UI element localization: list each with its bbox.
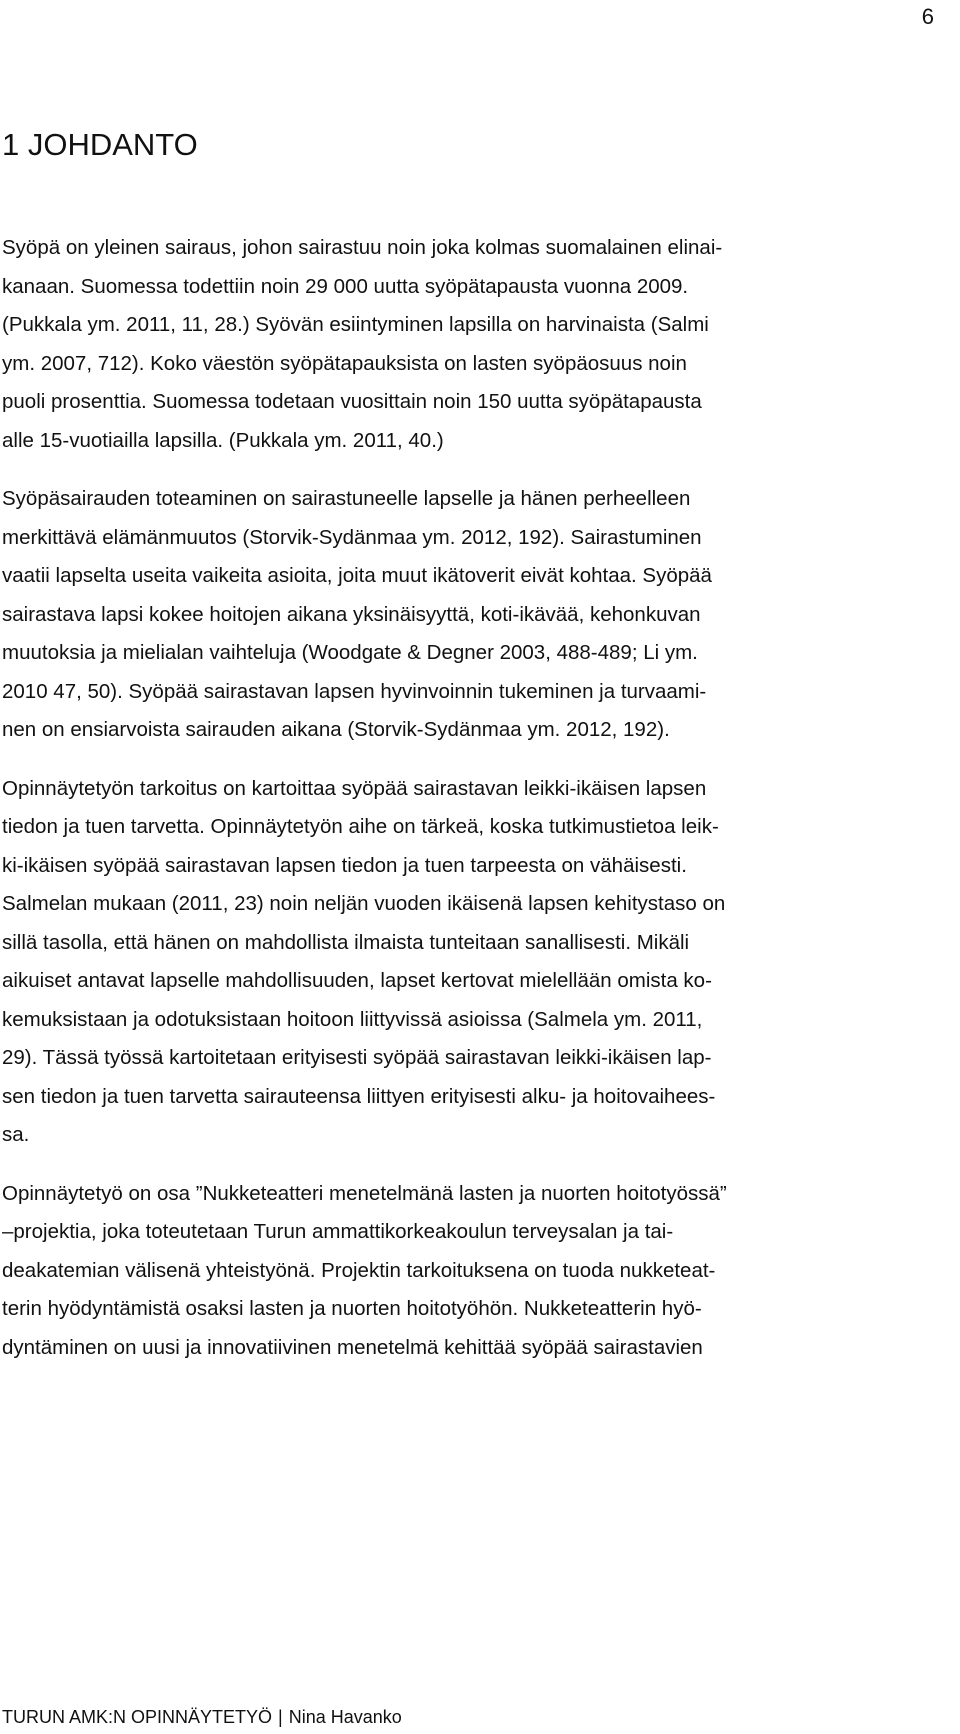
chapter-heading: 1 JOHDANTO <box>2 127 198 162</box>
text-line: (Pukkala ym. 2011, 11, 28.) Syövän esiintyminen lapsilla on harvinaista (Salmi <box>2 313 709 336</box>
text-line: aikuiset antavat lapselle mahdollisuuden, lapset kertovat mielellään omista ko- <box>2 969 712 992</box>
text-line: 29). Tässä työssä kartoitetaan erityisesti syöpää sairastavan leikki-ikäisen lap- <box>2 1046 712 1069</box>
text-line: Opinnäytetyö on osa ”Nukketeatteri menetelmänä lasten ja nuorten hoitotyössä” <box>2 1181 727 1205</box>
text-line: ki-ikäisen syöpää sairastavan lapsen tiedon ja tuen tarpeesta on vähäisesti. <box>2 853 687 877</box>
text-line: dyntäminen on uusi ja innovatiivinen menetelmä kehittää syöpää sairastavien <box>2 1335 703 1359</box>
paragraph-2 <box>2 480 866 750</box>
body-text <box>2 229 866 1387</box>
footer-separator: | <box>278 1707 283 1727</box>
text-line: terin hyödyntämistä osaksi lasten ja nuorten hoitotyöhön. Nukketeatterin hyö- <box>2 1297 702 1320</box>
footer-author: Nina Havanko <box>288 1707 402 1727</box>
text-line: 2010 47, 50). Syöpää sairastavan lapsen hyvinvoinnin tukeminen ja turvaami- <box>2 679 707 703</box>
text-line: deakatemian välisenä yhteistyönä. Projektin tarkoituksena on tuoda nukketeat- <box>2 1258 716 1282</box>
text-line: Salmelan mukaan (2011, 23) noin neljän vuoden ikäisenä lapsen kehitystaso on <box>2 892 726 915</box>
text-line: Opinnäytetyön tarkoitus on kartoittaa syöpää sairastavan leikki-ikäisen lapsen <box>2 776 707 800</box>
text-line: vaatii lapselta useita vaikeita asioita, joita muut ikätoverit eivät kohtaa. Syöpää <box>2 564 712 587</box>
text-line: –projektia, joka toteutetaan Turun ammattikorkeakoulun terveysalan ja tai- <box>2 1220 674 1243</box>
page-footer <box>2 1705 402 1729</box>
text-line: muutoksia ja mielialan vaihteluja (Woodgate & Degner 2003, 488-489; Li ym. <box>2 641 698 664</box>
text-line: ym. 2007, 712). Koko väestön syöpätapauksista on lasten syöpäosuus noin <box>2 351 687 375</box>
text-line: sillä tasolla, että hänen on mahdollista ilmaista tunteitaan sanallisesti. Mikäli <box>2 930 690 954</box>
text-line: kanaan. Suomessa todettiin noin 29 000 uutta syöpätapausta vuonna 2009. <box>2 274 689 298</box>
text-line: merkittävä elämänmuutos (Storvik-Sydänmaa ym. 2012, 192). Sairastuminen <box>2 525 702 549</box>
paragraph-1 <box>2 229 866 460</box>
text-line: Syöpäsairauden toteaminen on sairastuneelle lapselle ja hänen perheelleen <box>2 487 691 510</box>
text-line: nen on ensiarvoista sairauden aikana (Storvik-Sydänmaa ym. 2012, 192). <box>2 718 670 741</box>
text-line: sairastava lapsi kokee hoitojen aikana yksinäisyyttä, koti-ikävää, kehonkuvan <box>2 602 701 626</box>
text-line: alle 15-vuotiailla lapsilla. (Pukkala ym. 2011, 40.) <box>2 428 444 452</box>
text-line: sa. <box>2 1123 30 1146</box>
page-number: 6 <box>921 4 934 29</box>
text-line: sen tiedon ja tuen tarvetta sairauteensa liittyen erityisesti alku- ja hoitovaihees- <box>2 1084 716 1108</box>
text-line: tiedon ja tuen tarvetta. Opinnäytetyön aihe on tärkeä, koska tutkimustietoa leik- <box>2 815 719 838</box>
paragraph-4 <box>2 1175 866 1368</box>
text-line: puoli prosenttia. Suomessa todetaan vuosittain noin 150 uutta syöpätapausta <box>2 390 702 413</box>
text-line: Syöpä on yleinen sairaus, johon sairastuu noin joka kolmas suomalainen elinai- <box>2 236 723 259</box>
paragraph-3 <box>2 770 866 1155</box>
text-line: kemuksistaan ja odotuksistaan hoitoon liittyvissä asioissa (Salmela ym. 2011, <box>2 1007 703 1031</box>
footer-institution: TURUN AMK:N OPINNÄYTETYÖ <box>2 1707 273 1727</box>
